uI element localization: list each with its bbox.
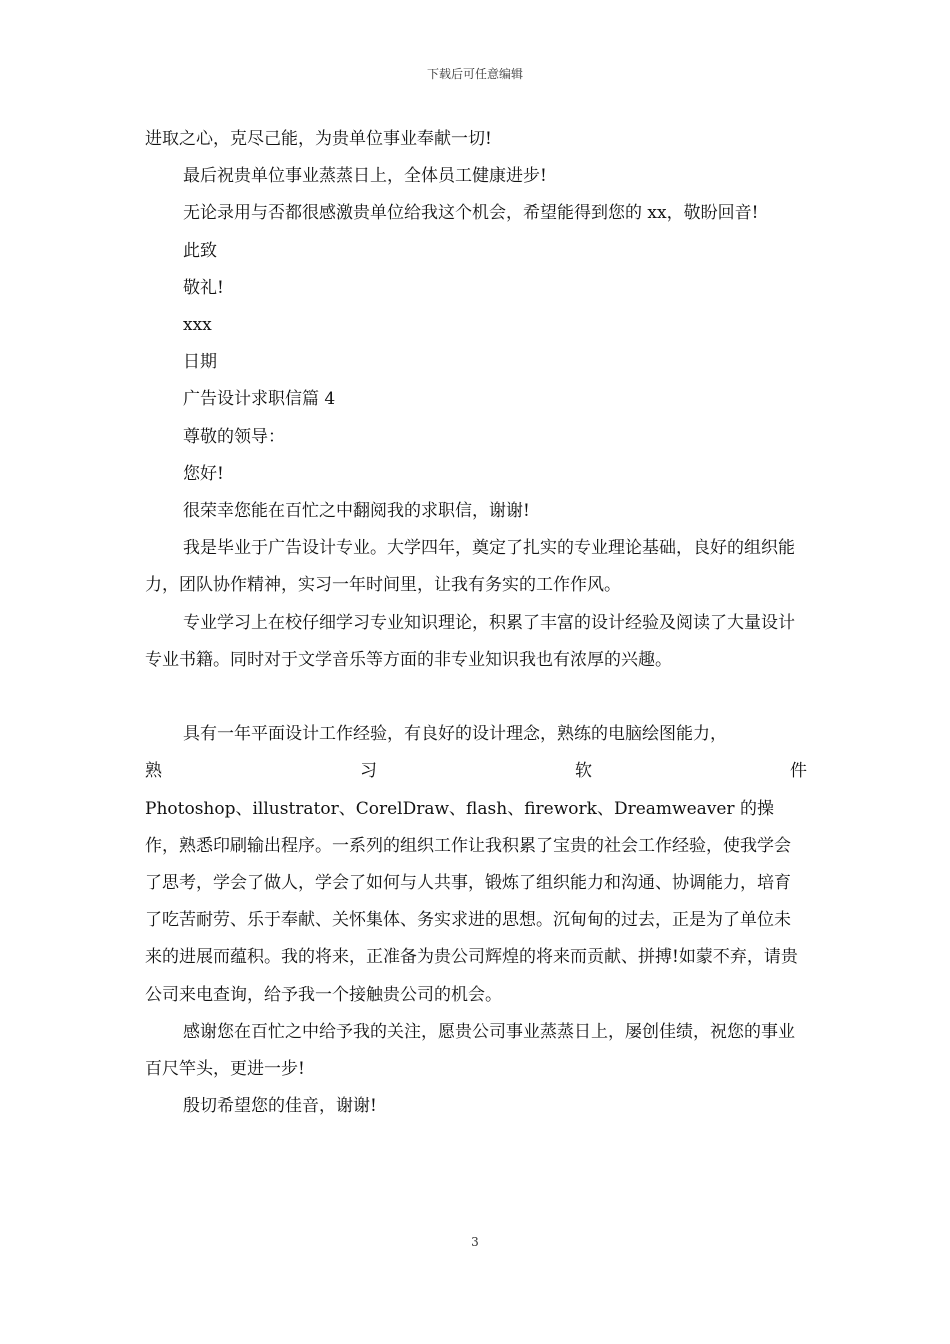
paragraph-experience-line-1: 具有一年平面设计工作经验，有良好的设计理念，熟练的电脑绘图能力， (183, 724, 727, 745)
signature-date: 日期 (183, 352, 217, 373)
section-title: 广告设计求职信篇 4 (183, 389, 336, 410)
page-header: 下载后可任意编辑 (426, 67, 523, 81)
paragraph-experience-body: Photoshop、illustrator、CorelDraw、flash、firework、Dreamweaver 的操作，熟悉印刷输出程序。一系列的组织工作让我积累了宝贵的社会工作经验，使我学会了思考，学会了做人，学会了如何与人共事，锻炼了组织能力和沟通、协调能力，培育了吃苦耐劳、乐于奉献、关怀集体、务实求进的思想。沉甸甸的过去，正是为了单位未来的进展而蕴积。我的将来，正准备为贵公司辉煌的将来而贡献、拼搏!如蒙不弃，请贵公司来电查询，给予我一个接触贵公司的机会。 (145, 798, 798, 1005)
paragraph-closing-wish: 殷切希望您的佳音，谢谢! (183, 1096, 377, 1117)
salutation-ci-zhi: 此致 (183, 240, 217, 261)
letter-greeting: 尊敬的领导： (183, 426, 285, 447)
salutation-jing-li: 敬礼! (183, 277, 224, 298)
paragraph-closing-3: 无论录用与否都很感激贵单位给我这个机会，希望能得到您的 xx，敬盼回音! (183, 203, 759, 224)
paragraph-closing-2: 最后祝贵单位事业蒸蒸日上，全体员工健康进步! (183, 166, 547, 187)
paragraph-study: 专业学习上在校仔细学习专业知识理论，积累了丰富的设计经验及阅读了大量设计专业书籍。同时对于文学音乐等方面的非专业知识我也有浓厚的兴趣。 (145, 612, 795, 670)
page-number: 3 (471, 1235, 479, 1249)
signature-name: xxx (183, 315, 212, 336)
paragraph-closing-1: 进取之心，克尽己能，为贵单位事业奉献一切! (145, 129, 492, 149)
paragraph-intro: 很荣幸您能在百忙之中翻阅我的求职信，谢谢! (183, 501, 530, 522)
paragraph-experience-line-2: 熟 习 软 件 (145, 761, 807, 782)
letter-hello: 您好! (183, 463, 224, 484)
blank-line (145, 679, 807, 716)
document-body (145, 121, 807, 1125)
paragraph-thanks: 感谢您在百忙之中给予我的关注，愿贵公司事业蒸蒸日上，屡创佳绩，祝您的事业百尺竿头，更进一步! (145, 1021, 795, 1080)
paragraph-education: 我是毕业于广告设计专业。大学四年，奠定了扎实的专业理论基础，良好的组织能力，团队协作精神，实习一年时间里，让我有务实的工作作风。 (145, 538, 795, 596)
